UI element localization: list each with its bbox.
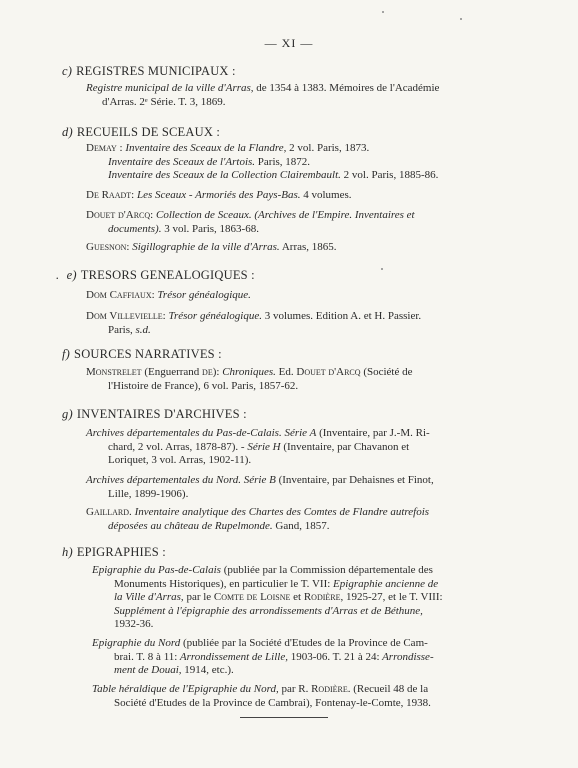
section-title: EPIGRAPHIES : (76, 545, 166, 559)
speck (381, 268, 383, 270)
section-marker: g) (62, 407, 73, 421)
section-heading-e: . e) TRESORS GENEALOGIQUES : (56, 268, 255, 282)
bibliography-entry: Epigraphie du Pas-de-Calais (publiée par la Commission départementale des Monuments Historiques), en particulier le T. VII: Epigraphie ancienne de la Ville d'Arras, par le Comte de Loisne et Rodière, 1925-27, et le T. VIII: Supplément à l'épigraphie des arrondissements d'Arras et de Béthune, 1932-36. (92, 564, 443, 630)
end-divider (240, 717, 328, 718)
section-title: SOURCES NARRATIVES : (74, 347, 222, 361)
section-heading-h (62, 545, 166, 560)
section-marker: f) (62, 347, 71, 361)
bibliography-entry: Archives départementales du Nord. Série B (Inventaire, par Dehaisnes et Finot, Lille, 1899-1906). (86, 474, 434, 500)
bibliography-entry: Table héraldique de l'Epigraphie du Nord, par R. Rodière. (Recueil 48 de la Société d'Etudes de la Province de Cambrai), Fontenay-le-Comte, 1938. (92, 683, 431, 709)
section-marker: . (56, 268, 63, 282)
section-marker: d) (62, 125, 73, 139)
bibliography-entry: Gaillard. Inventaire analytique des Chartes des Comtes de Flandre autrefois déposées au château de Rupelmonde. Gand, 1857. (86, 506, 430, 532)
bibliography-entry: Epigraphie du Nord (publiée par la Société d'Etudes de la Province de Cam- brai. T. 8 à 11: Arrondissement de Lille, 1903-06. T. 21 à 24: Arrondisse- ment de Douai, 1914, etc.). (92, 637, 434, 676)
section-title: REGISTRES MUNICIPAUX : (76, 64, 236, 78)
section-title: TRESORS GENEALOGIQUES : (80, 268, 255, 282)
section-marker: h) (62, 545, 73, 559)
bibliography-entry: De Raadt: Les Sceaux - Armoriés des Pays-Bas. 4 volumes. (86, 189, 352, 201)
speck (382, 11, 384, 13)
bibliography-entry: Archives départementales du Pas-de-Calais. Série A (Inventaire, par J.-M. Ri- chard, 2 vol. Arras, 1878-87). - Série H (Inventaire, par Chavanon et Loriquet, 3 vol. Arras, 1902-11). (86, 427, 430, 466)
bibliography-entry: Monstrelet (Enguerrand de): Chroniques. Ed. Douet d'Arcq (Société de l'Histoire de France), 6 vol. Paris, 1857-62. (86, 366, 413, 392)
bibliography-entry: Dom Villevielle: Trésor généalogique. 3 volumes. Edition A. et H. Passier. Paris, s.d. (86, 310, 422, 336)
bibliography-entry: Registre municipal de la ville d'Arras, de 1354 à 1383. Mémoires de l'Académie d'Arras. 2ᵉ Série. T. 3, 1869. (86, 82, 440, 108)
section-heading-g (62, 407, 247, 422)
bibliography-entry: Dom Caffiaux: Trésor généalogique. (86, 289, 251, 301)
bibliography-entry: Douet d'Arcq: Collection de Sceaux. (Archives de l'Empire. Inventaires et documents). 3 vol. Paris, 1863-68. (86, 209, 415, 235)
bibliography-entry: Guesnon: Sigillographie de la ville d'Arras. Arras, 1865. (86, 241, 337, 253)
section-heading-d (62, 125, 220, 140)
section-heading-f (62, 347, 222, 362)
section-heading-c (62, 64, 236, 79)
section-title: INVENTAIRES D'ARCHIVES : (76, 407, 247, 421)
page-number: — XI — (264, 36, 314, 50)
speck (460, 18, 462, 20)
section-marker: c) (62, 64, 73, 78)
bibliography-entry: Demay : Inventaire des Sceaux de la Flandre, 2 vol. Paris, 1873. Inventaire des Sceaux de l'Artois. Paris, 1872. Inventaire des Sceaux de la Collection Clairembault. 2 vol. Paris, 1885-86. (86, 142, 439, 181)
section-title: RECUEILS DE SCEAUX : (76, 125, 221, 139)
